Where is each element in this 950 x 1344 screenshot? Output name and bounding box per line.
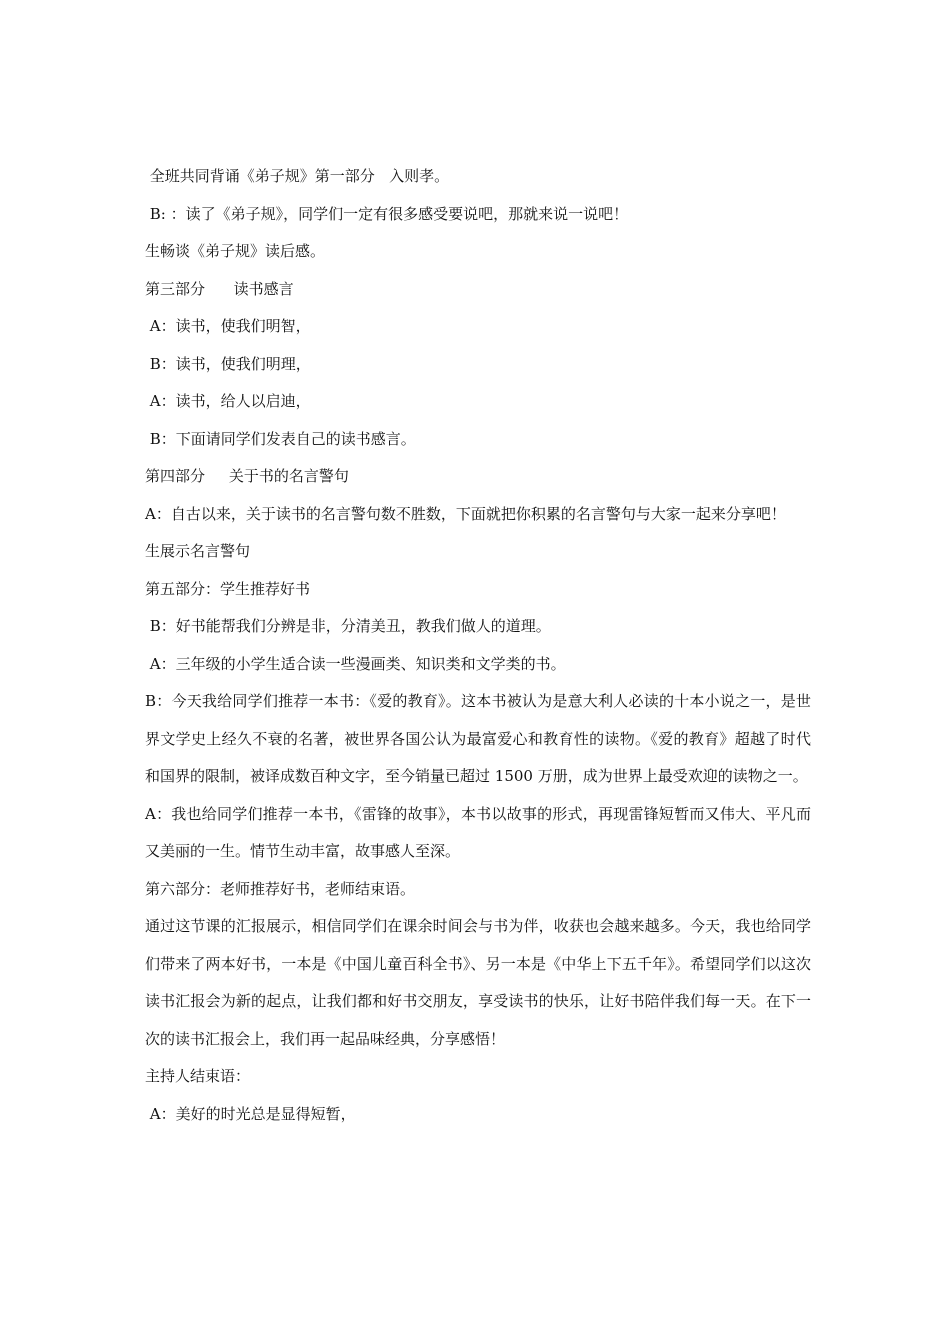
paragraph-quotes: A：自古以来，关于读书的名言警句数不胜数，下面就把你积累的名言警句与大家一起来分享吧！ xyxy=(145,504,786,523)
text-line-a-wise: A：读书，使我们明智， xyxy=(145,317,311,335)
text-line-students-talk: 生畅谈《弟子规》读后感。 xyxy=(145,242,326,260)
text-line-b-feelings: B: ：读了《弟子规》，同学们一定有很多感受要说吧，那就来说一说吧！ xyxy=(145,204,629,223)
section-heading-part5: 第五部分：学生推荐好书 xyxy=(145,579,311,598)
text-line-b-good-books: B：好书能帮我们分辨是非，分清美丑，教我们做人的道理。 xyxy=(145,617,551,635)
text-line-a-short-time: A：美好的时光总是显得短暂， xyxy=(145,1104,356,1123)
section-heading-part3: 第三部分 读书感言 xyxy=(145,279,294,298)
section-heading-part6: 第六部分：老师推荐好书，老师结束语。 xyxy=(145,879,416,898)
text-line-show-quotes: 生展示名言警句 xyxy=(145,542,251,560)
paragraph-teacher-closing: 通过这节课的汇报展示，相信同学们在课余时间会与书为伴，收获也会越来越多。今天，我也给同学们带来了两本好书，一本是《中国儿童百科全书》、另一本是《中华上下五千年》。希望同学们以这次读书汇报会为新的起点，让我们都和好书交朋友，享受读书的快乐，让好书陪伴我们每一天。在下一次的读书汇报会上，我们再一起品味经典，分享感悟！ xyxy=(145,917,811,1048)
text-line-b-invite: B：下面请同学们发表自己的读书感言。 xyxy=(145,429,416,448)
text-line-b-reason: B：读书，使我们明理， xyxy=(145,354,311,373)
paragraph-book-love-education: B：今天我给同学们推荐一本书：《爱的教育》。这本书被认为是意大利人必读的十本小说之一，是世界文学史上经久不衰的名著，被世界各国公认为最富爱心和教育性的读物。《爱的教育》超越了时代和国界的限制，被译成数百种文字，至今销量已超过 1500 万册，成为世界上最受欢迎的读物之一。 xyxy=(145,692,811,785)
document-body xyxy=(145,158,811,1133)
text-line-host-closing: 主持人结束语： xyxy=(145,1067,251,1085)
section-heading-part4: 第四部分 关于书的名言警句 xyxy=(145,467,349,485)
text-line-a-inspire: A：读书，给人以启迪， xyxy=(145,392,311,410)
text-line-recite: 全班共同背诵《弟子规》第一部分 入则孝。 xyxy=(145,167,450,185)
paragraph-book-lei-feng: A：我也给同学们推荐一本书，《雷锋的故事》，本书以故事的形式，再现雷锋短暂而又伟大、平凡而又美丽的一生。情节生动丰富，故事感人至深。 xyxy=(145,804,811,860)
text-line-a-third-grade: A：三年级的小学生适合读一些漫画类、知识类和文学类的书。 xyxy=(145,654,566,673)
